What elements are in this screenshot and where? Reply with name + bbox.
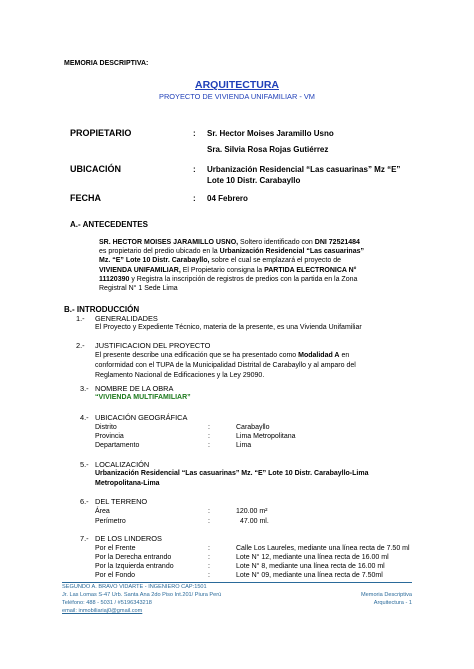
section-6-number: 6.- (80, 497, 89, 506)
partida-number: 11120390 (99, 275, 130, 283)
fecha-value: 04 Febrero (207, 194, 248, 203)
section-1-text: El Proyecto y Expediente Técnico, materia de la presente, es una Vivienda Unifamiliar (95, 324, 362, 331)
footer-address: Jr. Las Lomas S-47 Urb. Santa Ana 2do Piso Int.201/ Piura Perú (62, 592, 222, 598)
propietario-1: Sr. Hector Moises Jaramillo Usno (207, 129, 334, 138)
page-subtitle: PROYECTO DE VIVIENDA UNIFAMILIAR - VM (159, 92, 315, 101)
footer-rule (62, 582, 412, 583)
footer-email-link[interactable]: email: inmobiliariaj0@gmail.com (62, 608, 143, 614)
partida-label: PARTIDA ELECTRONICA N° (264, 266, 357, 274)
footer-doc-name: Memoria Descriptiva (361, 592, 412, 598)
footer-page-number: Arquitectura - 1 (373, 600, 412, 606)
introduccion-heading: B.- INTRODUCCIÓN (64, 305, 140, 314)
antecedentes-heading: A.- ANTECEDENTES (70, 220, 148, 229)
section-7-number: 7.- (80, 534, 89, 543)
section-1-title: GENERALIDADES (95, 314, 158, 323)
section-5-title: LOCALIZACIÓN (95, 460, 150, 469)
colon: : (193, 129, 196, 138)
section-3-title: NOMBRE DE LA OBRA (95, 384, 174, 393)
section-2-number: 2.- (76, 341, 85, 350)
section-2-title: JUSTIFICACION DEL PROYECTO (95, 341, 211, 350)
ubicacion-1: Urbanización Residencial “Las casuarinas” Mz “E” (207, 165, 401, 174)
owner-name: SR. HECTOR MOISES JARAMILLO USNO, (99, 239, 239, 246)
ubicacion-2: Lote 10 Distr. Carabayllo (207, 176, 301, 185)
fecha-label: FECHA (70, 193, 101, 203)
section-2-text: El presente describe una edificación que se ha presentado como Modalidad A en conformidad con el TUPA de la Municipalidad Distrital de Carabayllo y al amparo del Reglamento Nacional de Edificaciones y la Ley 29090. (95, 352, 356, 379)
section-7-title: DE LOS LINDEROS (95, 534, 162, 543)
section-4-number: 4.- (80, 413, 89, 422)
section-1-number: 1.- (76, 314, 85, 323)
footer-engineer: SEGUNDO A. BRAVO VIDARTE - INGENIERO CAP:1501 (62, 584, 207, 590)
antecedentes-paragraph: SR. HECTOR MOISES JARAMILLO USNO, Soltero identificado con DNI 72521484 es propietario del predio ubicado en la Urbanización Residencial “Las casuarinas” Mz. “E” Lote 10 Distr. Carabayllo, sobre el cual se emplazará el proyecto de VIVIENDA UNIFAMILIAR, El Propietario consigna la PARTIDA ELECTRONICA N° 11120390 y Registra la inscripción de registros de predios con la partida en la Zona Registral N° 1 Sede Lima (99, 239, 364, 293)
ubicacion-label: UBICACIÓN (70, 164, 121, 174)
colon: : (193, 194, 196, 203)
propietario-label: PROPIETARIO (70, 128, 132, 138)
section-6-title: DEL TERRENO (95, 497, 148, 506)
page-title: ARQUITECTURA (195, 79, 279, 91)
section-3-number: 3.- (80, 384, 89, 393)
modalidad: Modalidad A (298, 352, 340, 359)
section-5-number: 5.- (80, 460, 89, 469)
footer-phone: Teléfono: 488 - 5031 / #5196343218 (62, 600, 152, 606)
dni-number: DNI 72521484 (314, 239, 360, 246)
localizacion-line-1: Urbanización Residencial “Las casuarinas” Mz. “E” Lote 10 Distr. Carabayllo-Lima (95, 470, 369, 477)
colon: : (193, 165, 196, 174)
doc-label: MEMORIA DESCRIPTIVA: (64, 60, 149, 67)
localizacion-line-2: Metropolitana-Lima (95, 480, 160, 487)
obra-name: “VIVIENDA MULTIFAMILIAR” (95, 394, 191, 401)
propietario-2: Sra. Silvia Rosa Rojas Gutiérrez (207, 145, 329, 154)
section-4-title: UBICACIÓN GEOGRÁFICA (95, 413, 188, 422)
